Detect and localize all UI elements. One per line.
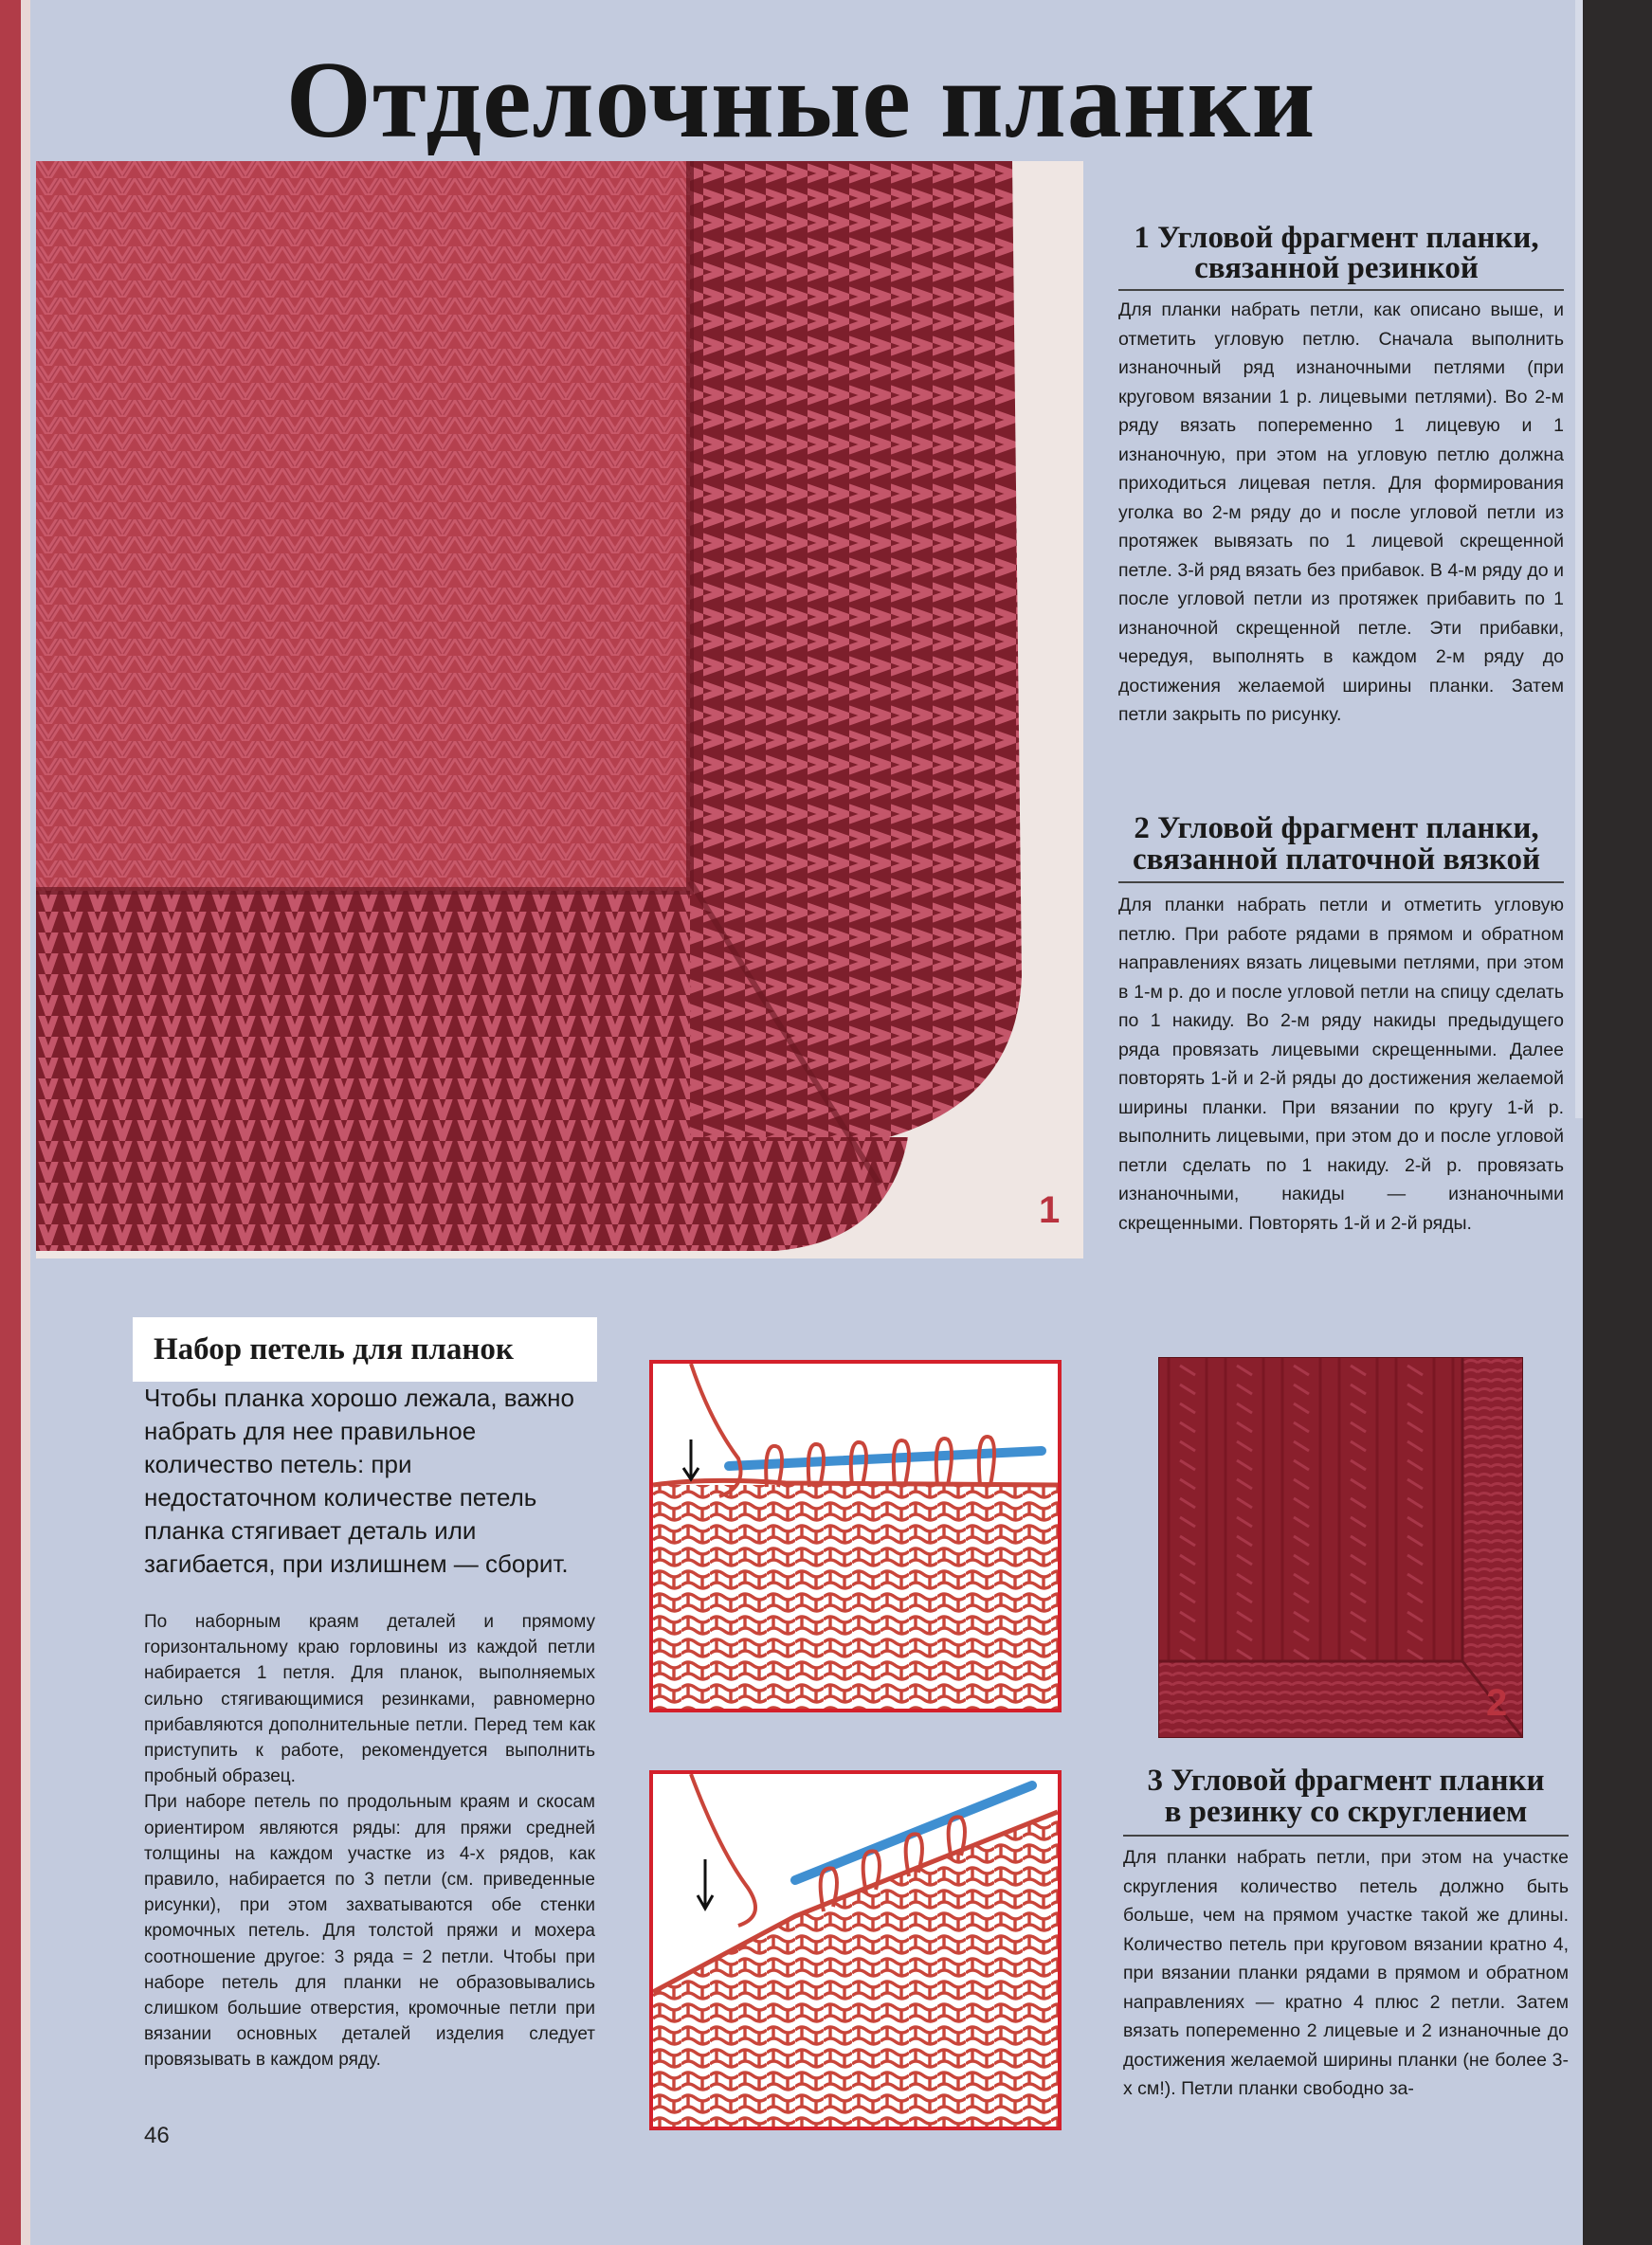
- page-number: 46: [144, 2123, 170, 2148]
- section2-title-line1: 2 Угловой фрагмент планки,: [1134, 811, 1539, 845]
- section3-rule: [1123, 1835, 1569, 1837]
- photo-number-1: 1: [1039, 1189, 1061, 1231]
- cast-on-title-box: Набор петель для планок: [133, 1317, 597, 1382]
- binding-shadow: [1583, 0, 1652, 2245]
- photo-garter-corner: [1158, 1357, 1523, 1738]
- diagram-horizontal-pickup-art: [653, 1364, 1058, 1709]
- section1-body: Для планки набрать петли, как описано выше, и отметить угловую петлю. Сначала выполнить изнаночный ряд изнаночными петлями (при круговом вязании 1 р. лицевыми петлями). Во 2-м ряду вязать попеременно 1 лицевую и 1 изнаночную, при этом на угловую петлю должна приходиться лицевая петля. Для формирования уголка во 2-м ряду до и после угловой петли из протяжек вывязать по 1 лицевой скрещенной петле. 3-й ряд вязать без прибавок. В 4-м ряду до и после угловой петли из протяжек прибавить по 1 изнаночной скрещенной петле. Эти прибавки, чередуя, выполнять в каждом 2-м ряду до достижения желаемой ширины планки. Затем петли закрыть по рисунку.: [1118, 299, 1564, 725]
- left-edge-light-strip: [21, 0, 30, 2245]
- cast-on-paragraph-2: При наборе петель по продольным краям и скосам ориентиром являются ряды: для пряжи средней толщины на каждом участке из 4-х рядов, как правило, набирается по 3 петли (см. приведенные рисунки), при этом захватываются обе стенки кромочных петель. Для толстой пряжи и мохера соотношение другое: 3 ряда = 2 петли. Чтобы при наборе петель для планки не образовывались слишком большие отверстия, кромочные петли при вязании основных деталей изделия следует провязывать в каждом ряду.: [144, 1792, 595, 2071]
- page-title: Отделочные планки: [285, 40, 1316, 161]
- section3-body: Для планки набрать петли, при этом на участке скругления количество петель должно быть больше, чем на прямом участке такой же длины. Количество петель при круговом вязании кратно 4, при вязании планки рядами в прямом и обратном направлениях — кратно 4 плюс 2 петли. Затем вязать попеременно 2 лицевые и 2 изнаночные до достижения желаемой ширины планки (не более 3-х см!). Петли планки свободно за-: [1123, 1847, 1569, 2099]
- diagram-slanted-pickup: [649, 1770, 1062, 2130]
- section2-body: Для планки набрать петли и отметить угловую петлю. При работе рядами в прямом и обратном направлениях вязать лицевыми петлями, при этом в 1-м р. до и после угловой петли на спицу сделать по 1 накиду. Во 2-м ряду накиды предыдущего ряда провязать лицевыми скрещенными. Далее повторять 1-й и 2-й ряды до достижения желаемой ширины планки. При вязании по кругу 1-й р. выполнить лицевыми, при этом до и после угловой петли сделать по 1 накиду. 2-й р. провязать изнаночными, накиды — изнаночными скрещенными. Повторять 1-й и 2-й ряды.: [1118, 895, 1564, 1234]
- diagram-slanted-pickup-art: [653, 1774, 1058, 2127]
- main-photo-rib-corner: [36, 161, 1083, 1258]
- cast-on-body: [144, 1609, 595, 2073]
- photo-garter-corner-art: [1159, 1358, 1522, 1737]
- section1-rule: [1118, 289, 1564, 291]
- cast-on-intro: Чтобы планка хорошо лежала, важно набрать для нее правильное количество петель: при недостаточном количестве петель планка стягивает деталь или загибается, при излишнем — сборит.: [144, 1384, 574, 1578]
- photo-number-2: 2: [1486, 1682, 1508, 1724]
- knit-photo-illustration: [36, 161, 1083, 1258]
- section3-title-line1: 3 Угловой фрагмент планки: [1147, 1764, 1545, 1798]
- left-edge-strip: [0, 0, 21, 2245]
- cast-on-paragraph-1: По наборным краям деталей и прямому горизонтальному краю горловины из каждой петли набирается 1 петля. Для планок, выполняемых сильно стягивающимися резинками, равномерно прибавляются дополнительные петли. Перед тем как приступить к работе, рекомендуется выполнить пробный образец.: [144, 1612, 595, 1787]
- section3-title-line2: в резинку со скруглением: [1164, 1795, 1528, 1829]
- section2-rule: [1118, 881, 1564, 883]
- section1-title-line1: 1 Угловой фрагмент планки,: [1134, 221, 1539, 255]
- diagram-horizontal-pickup: [649, 1360, 1062, 1712]
- section1-title-line2: связанной резинкой: [1194, 251, 1479, 285]
- section2-title-line2: связанной платочной вязкой: [1132, 842, 1540, 877]
